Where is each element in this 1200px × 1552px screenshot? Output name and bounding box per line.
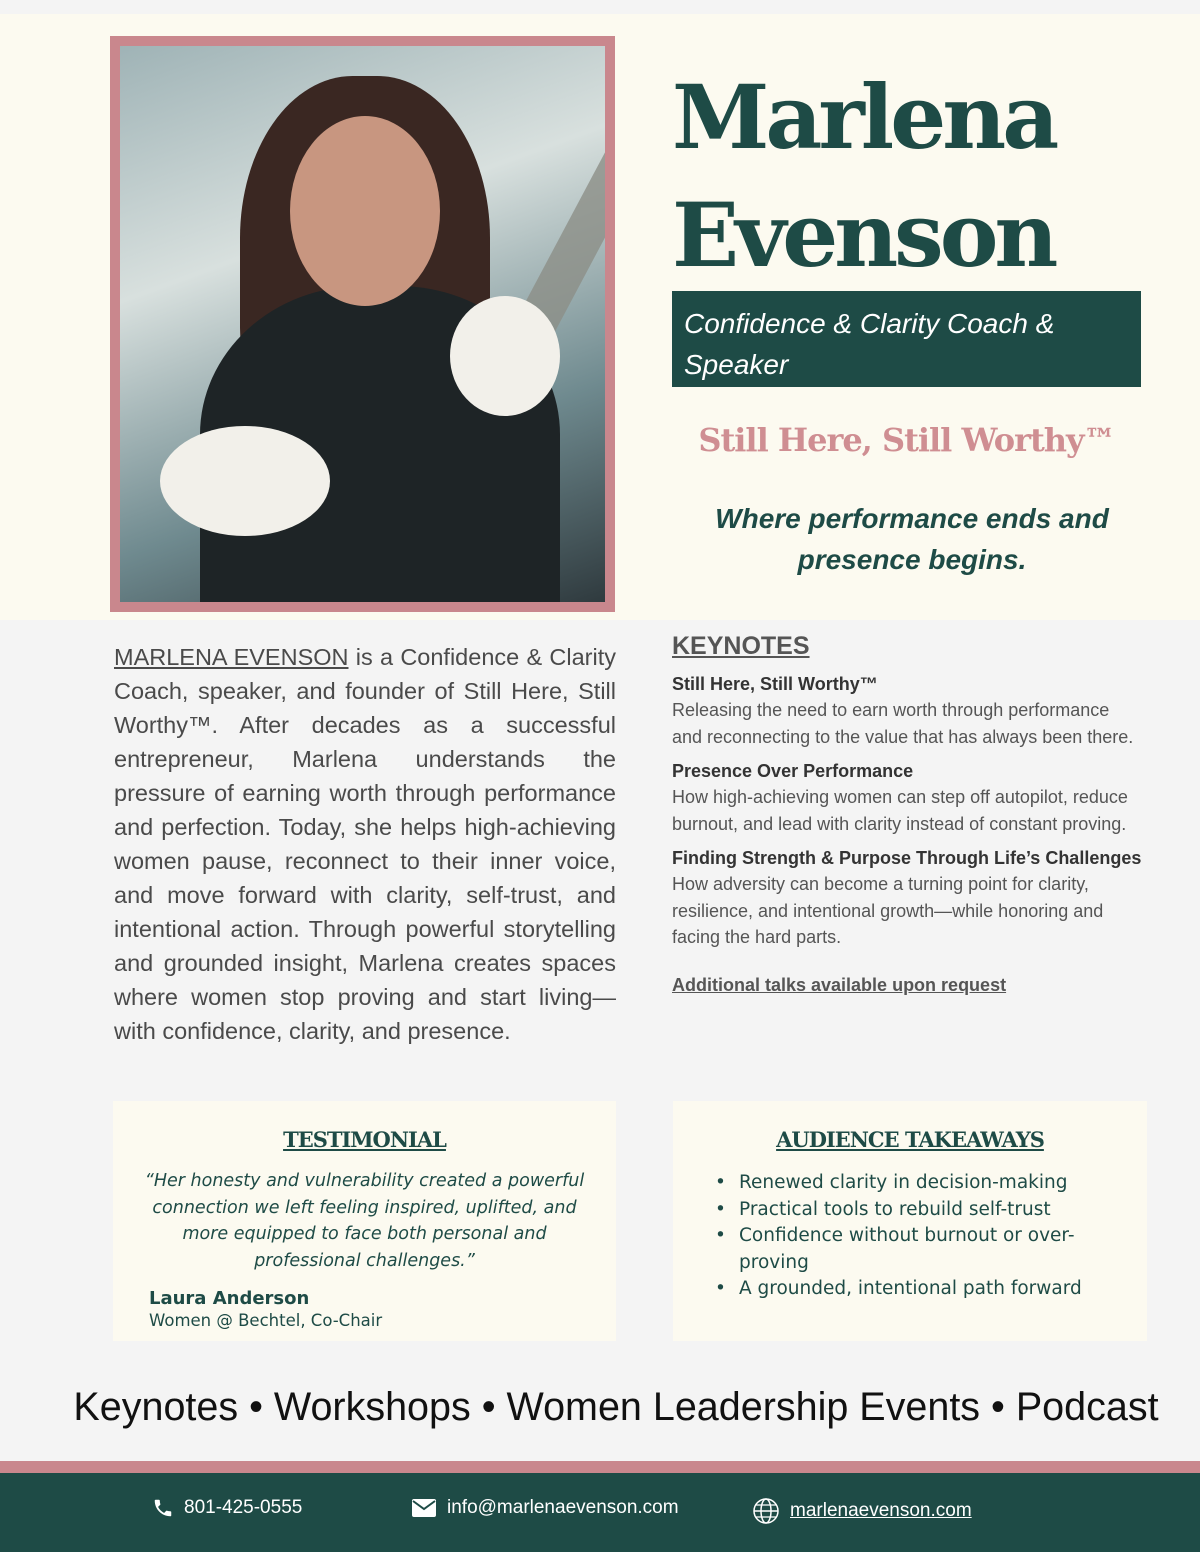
testimonial-heading: TESTIMONIAL [283, 1127, 446, 1152]
portrait-photo [120, 46, 605, 602]
testimonial-quote: “Her honesty and vulnerability created a powerful connection we left feeling inspired, uplifted, and more equipped to face both personal and professional challenges.” [144, 1171, 585, 1271]
phone-contact[interactable] [152, 1497, 302, 1519]
name-first: Marlena [672, 65, 1056, 169]
takeaways-heading: AUDIENCE TAKEAWAYS [776, 1127, 1044, 1152]
keynotes-heading: KEYNOTES [672, 632, 810, 660]
photo-frame [110, 36, 615, 612]
testimonial-card [113, 1101, 616, 1341]
testimonial-author: Laura Anderson [149, 1288, 310, 1309]
email-address: info@marlenaevenson.com [447, 1497, 679, 1518]
keynote-description: Releasing the need to earn worth through performance and reconnecting to the value that has always been there. [672, 700, 1134, 747]
bio-paragraph [114, 640, 616, 1048]
bio-text: is a Confidence & Clarity Coach, speaker, and founder of Still Here, Still Worthy™. After decades as a successful entrepreneur, Marlena understands the pressure of earning worth through performance and perfection. Today, she helps high-achieving women pause, reconnect to their inner voice, and move forward with clarity, self-trust, and intentional action. Through powerful storytelling and grounded insight, Marlena creates spaces where women stop proving and start living—with confidence, clarity, and presence. [114, 644, 616, 1044]
phone-icon [152, 1497, 174, 1519]
additional-talks-link[interactable]: Additional talks available upon request [672, 974, 1007, 995]
globe-icon [752, 1497, 780, 1525]
list-item: • A grounded, intentional path forward [715, 1276, 1117, 1303]
keynote-title: Still Here, Still Worthy™ [672, 674, 878, 694]
keynote-description: How high-achieving women can step off autopilot, reduce burnout, and lead with clarity instead of constant proving. [672, 787, 1128, 834]
bio-name: MARLENA EVENSON [114, 644, 349, 670]
hero-section [0, 14, 1200, 620]
tagline [672, 498, 1152, 580]
tagline-line1: Where performance ends and [715, 503, 1109, 534]
brand-name: Still Here, Still Worthy™ [698, 421, 1115, 459]
keynote-item [672, 845, 1142, 951]
email-contact[interactable] [411, 1497, 679, 1519]
takeaways-card [673, 1101, 1147, 1341]
keynote-item [672, 758, 1142, 837]
keynotes-section [672, 632, 1142, 996]
keynote-title: Presence Over Performance [672, 761, 914, 781]
tagline-line2: presence begins. [797, 544, 1027, 575]
keynote-description: How adversity can become a turning point for clarity, resilience, and intentional growth—while honoring and facing the hard parts. [672, 874, 1104, 947]
list-item: • Practical tools to rebuild self-trust [715, 1197, 1117, 1224]
phone-number: 801-425-0555 [184, 1497, 303, 1518]
page-title [672, 58, 1055, 294]
keynote-item [672, 671, 1142, 750]
testimonial-role: Women @ Bechtel, Co-Chair [149, 1311, 383, 1330]
list-item: • Renewed clarity in decision-making [715, 1170, 1117, 1197]
website-contact[interactable] [752, 1497, 972, 1525]
name-last: Evenson [672, 183, 1055, 287]
envelope-icon [411, 1498, 437, 1518]
list-item: • Confidence without burnout or over-proving [715, 1223, 1117, 1276]
takeaways-list [715, 1170, 1117, 1303]
website-link[interactable]: marlenaevenson.com [790, 1500, 972, 1521]
services-line: Keynotes • Workshops • Women Leadership Events • Podcast [73, 1385, 1159, 1429]
footer-stripe [0, 1461, 1200, 1473]
keynote-title: Finding Strength & Purpose Through Life’s Challenges [672, 848, 1142, 868]
footer [0, 1473, 1200, 1552]
job-title: Confidence & Clarity Coach & Speaker [672, 291, 1141, 387]
